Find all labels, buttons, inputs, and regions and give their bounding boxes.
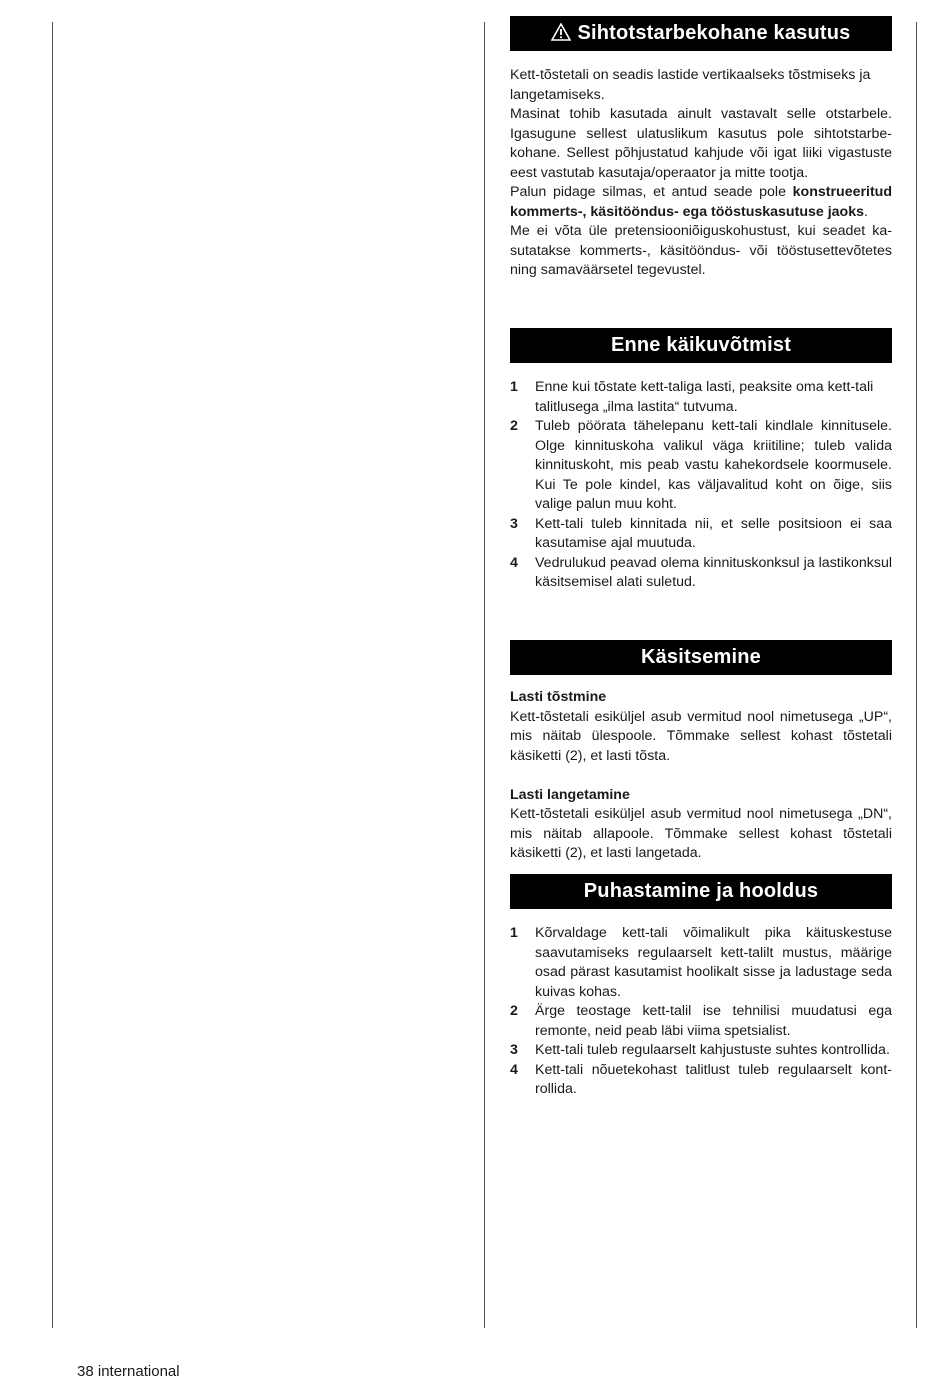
list-item-number: 4 (510, 1061, 518, 1078)
list-item-text: Kett-tali tuleb regulaarselt kahjustuste suhtes kontrollida. (535, 1042, 890, 1058)
list-item (510, 378, 892, 417)
intended-use-paragraph-1: Kett-tõstetali on seadis lastide vertikaalseks tõstmiseks ja langetamiseks. (510, 67, 871, 103)
warning-triangle-icon (551, 16, 571, 51)
list-item-number: 1 (510, 379, 518, 395)
list-item-number: 2 (510, 1003, 518, 1019)
intended-use-paragraph-2: Masinat tohib kasutada ainult vastavalt selle otstarbele. Igasugune sellest ulatuslikum kasutus pole sihtotstarbekohane. Sellest põhjustatud kahjude või igat liiki vigastuste eest vastutab kasutaja/operaator ja mitte tootja. (510, 106, 892, 181)
lift-load-subheading: Lasti tõstmine (510, 689, 607, 705)
operation-section (510, 640, 892, 864)
intended-use-title: Sihtotstarbekohane kasutus (577, 22, 851, 44)
list-item (510, 924, 892, 1002)
list-item-text: Kõrvaldage kett-tali võimalikult pika käituskestuse saavutamiseks regulaarselt kett-talilt mustus, määrige osad pärast kasutamist hoolikalt sisse ja ladustage seda kuivas kohas. (535, 925, 892, 1000)
intended-use-section (510, 16, 892, 281)
list-item-text: Ärge teostage kett-talil ise tehnilisi muudatusi ega remonte, neid peab läbi viima spetsialist. (535, 1003, 892, 1039)
list-item (510, 1041, 892, 1061)
intended-use-paragraph-4: Me ei võta üle pretensiooniõiguskohustust, kui seadet kasutatakse kommerts-, käsitööndus- või tööstusettevõtetes ning samaväärsetel tegevustel. (510, 223, 892, 278)
page-number: 38 (77, 1363, 94, 1380)
lift-load-text: Kett-tõstetali esiküljel asub vermitud nool nimetusega „UP“, mis näitab ülespoole. Tõmmake sellest kohast tõstetali käsiketti (2), et lasti tõsta. (510, 708, 892, 764)
before-use-title: Enne käikuvõtmist (610, 334, 792, 356)
page-footer (77, 1363, 180, 1380)
before-use-list (510, 378, 892, 593)
footer-label: international (97, 1363, 180, 1380)
list-item-text: Kett-tali tuleb kinnitada nii, et selle positsioon ei saa kasutamise ajal muutuda. (535, 515, 892, 551)
list-item (510, 417, 892, 515)
list-item (510, 554, 892, 593)
list-item-text: Kett-tali nõuetekohast talitlust tuleb regulaarselt kontrollida. (535, 1061, 892, 1097)
list-item-number: 4 (510, 554, 518, 571)
intended-use-heading-bar (510, 16, 892, 51)
list-item-text: Enne kui tõstate kett-taliga lasti, peaksite oma kett-tali talitlusega „ilma lastita“ tutvuma. (535, 379, 874, 415)
list-item-number: 3 (510, 1042, 518, 1058)
maintenance-heading-bar (510, 874, 892, 909)
list-item-text: Vedrulukud peavad olema kinnituskonksul ja lastikonksul käsitsemisel alati suletud. (535, 554, 892, 590)
operation-title: Käsitsemine (640, 646, 762, 668)
list-item (510, 515, 892, 554)
list-item-number: 3 (510, 515, 518, 532)
lower-load-subheading: Lasti langetamine (510, 786, 630, 803)
lower-load-text: Kett-tõstetali esiküljel asub vermitud nool nimetusega „DN“, mis näitab allapoole. Tõmmake sellest kohast tõstetali käsiketti (2), et lasti langetada. (510, 806, 892, 861)
left-margin-line (52, 22, 53, 1328)
maintenance-list (510, 924, 892, 1100)
right-margin-line (916, 22, 917, 1328)
maintenance-title: Puhastamine ja hooldus (583, 880, 819, 902)
intended-use-p3-start: Palun pidage silmas, et antud seade pole (510, 184, 793, 200)
before-use-heading-bar (510, 328, 892, 363)
before-use-section (510, 328, 892, 593)
list-item (510, 1002, 892, 1041)
maintenance-section (510, 874, 892, 1100)
list-item-number: 2 (510, 418, 518, 434)
operation-heading-bar (510, 640, 892, 675)
list-item-text: Tuleb pöörata tähelepanu kett-tali kindlale kinnitusele. Olge kinnituskoha valikul väga kriitiline; tuleb valida kinnituskoht, mis peab vastu kahekordsele koormusele. Kui Te pole kindel, kas väljavalitud koht on õige, siis valige palun muu koht. (535, 418, 892, 512)
list-item-number: 1 (510, 925, 518, 941)
intended-use-p3-bold: konstrueeritud kommerts-, käsitööndus- ega tööstuskasutuse jaoks (510, 184, 892, 220)
list-item (510, 1061, 892, 1100)
intended-use-p3-end: . (864, 203, 868, 220)
intended-use-paragraph-3 (510, 183, 892, 222)
column-divider-line (484, 22, 485, 1328)
